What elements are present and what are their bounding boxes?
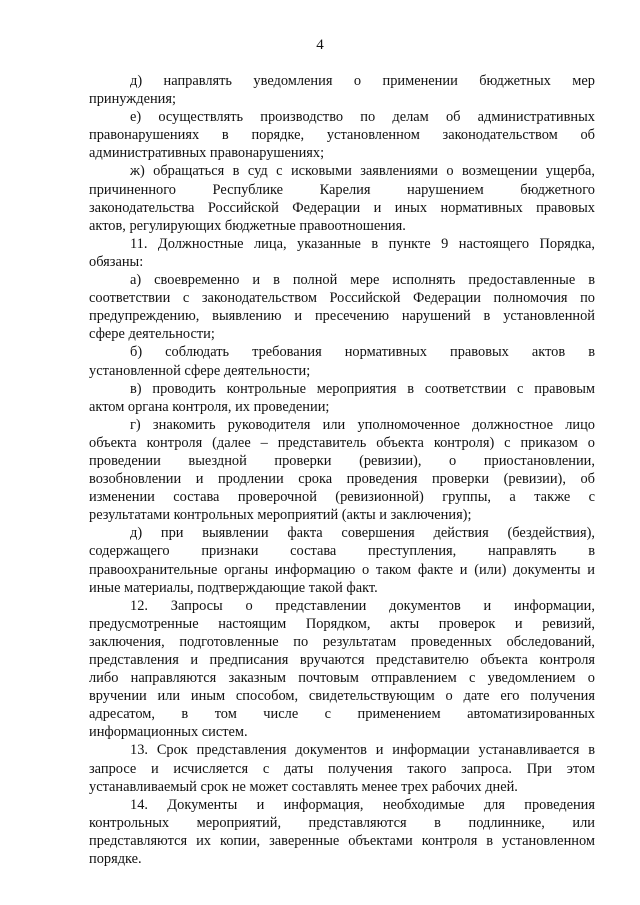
paragraph-p11 [89,235,595,271]
paragraph-line: изменении состава проверочной (ревизионной) группы, а также с [89,489,595,506]
paragraph-line: соответствии с законодательством Российской Федерации полномочия по [89,290,595,307]
paragraph-line: д) направлять уведомления о применении бюджетных мер [130,73,595,89]
paragraph-line: 12. Запросы о представлении документов и информации, [130,597,595,614]
paragraph-line: запросе и исчисляется с даты получения такого запроса. При этом [89,760,595,777]
paragraph-line: законодательства Российской Федерации и иных нормативных правовых [89,199,595,216]
paragraph-line: 14. Документы и информация, необходимые для проведения [130,796,595,813]
paragraph-p11g [89,416,595,525]
paragraph-d [89,72,595,108]
page-number: 4 [316,37,324,53]
paragraph-p11d [89,524,595,596]
paragraph-line: содержащего признаки состава преступления, направлять в [89,543,595,560]
paragraph-line: возобновлении и продлении срока проведения проверки (ревизии), об [89,471,595,488]
paragraph-line: объекта контроля (далее – представитель объекта контроля) с приказом о [89,434,595,451]
paragraph-line: актом органа контроля, их проведении; [89,398,330,415]
paragraph-line: результатами контрольных мероприятий (акты и заключения); [89,507,472,524]
paragraph-line: либо направляются заказным почтовым отправлением с уведомлением о [89,670,595,687]
paragraph-line: ж) обращаться в суд с исковыми заявлениями о возмещении ущерба, [130,163,595,180]
paragraph-line: 13. Срок представления документов и информации устанавливается в [130,742,595,759]
paragraph-line: информационных систем. [89,724,248,741]
paragraph-line: административных правонарушениях; [89,145,325,162]
paragraph-line: д) при выявлении факта совершения действия (бездействия), [130,525,595,542]
paragraph-line: предупреждению, выявлению и пресечению нарушений в установленной [89,308,595,325]
paragraph-line: принуждения; [89,91,176,108]
paragraph-p13 [89,741,595,795]
paragraph-line: порядке. [89,851,142,868]
paragraph-e [89,108,595,162]
paragraph-line: обязаны: [89,253,144,270]
paragraph-line: заключения, подготовленные по результатам проведенных обследований, [89,633,595,650]
paragraph-line: представления и предписания вручаются представителю объекта контроля [89,652,595,668]
paragraph-line: вручении или иным способом, свидетельствующим о дате его получения [89,688,595,705]
paragraph-line: проведении выездной проверки (ревизии), о приостановлении, [89,452,595,469]
paragraph-p11b [89,343,595,379]
paragraph-line: правоохранительные органы информацию о таком факте и (или) документы и [89,561,595,578]
paragraph-line: установленной сфере деятельности; [89,362,311,379]
document-body [89,72,595,868]
paragraph-line: 11. Должностные лица, указанные в пункте 9 настоящего Порядка, [130,235,595,252]
paragraph-line: правонарушениях в порядке, установленном законодательством об [89,127,595,144]
paragraph-p11a [89,271,595,343]
paragraph-line: представляются их копии, заверенные объектами контроля в установленном [89,832,595,849]
paragraph-line: а) своевременно и в полной мере исполнять предоставленные в [130,272,595,289]
paragraph-p11v [89,380,595,416]
paragraph-zh [89,162,595,234]
paragraph-line: б) соблюдать требования нормативных правовых актов в [130,344,595,361]
paragraph-line: предусмотренные настоящим Порядком, акты проверок и ревизий, [89,615,595,632]
paragraph-line: контрольных мероприятий, представляются в подлиннике, или [89,814,595,831]
paragraph-p12 [89,597,595,742]
paragraph-line: устанавливаемый срок не может составлять менее трех рабочих дней. [89,778,518,795]
paragraph-line: сфере деятельности; [89,326,215,343]
paragraph-line: актов, регулирующих бюджетные правоотношения. [89,217,406,234]
paragraph-line: е) осуществлять производство по делам об административных [130,109,595,126]
paragraph-line: г) знакомить руководителя или уполномоченное должностное лицо [130,416,595,433]
paragraph-line: иные материалы, подтверждающие такой факт. [89,579,378,596]
paragraph-line: причиненного Республике Карелия нарушением бюджетного [89,181,595,198]
paragraph-line: в) проводить контрольные мероприятия в соответствии с правовым [130,380,595,397]
paragraph-line: адресатом, в том числе с применением автоматизированных [89,706,595,723]
paragraph-p14 [89,796,595,868]
